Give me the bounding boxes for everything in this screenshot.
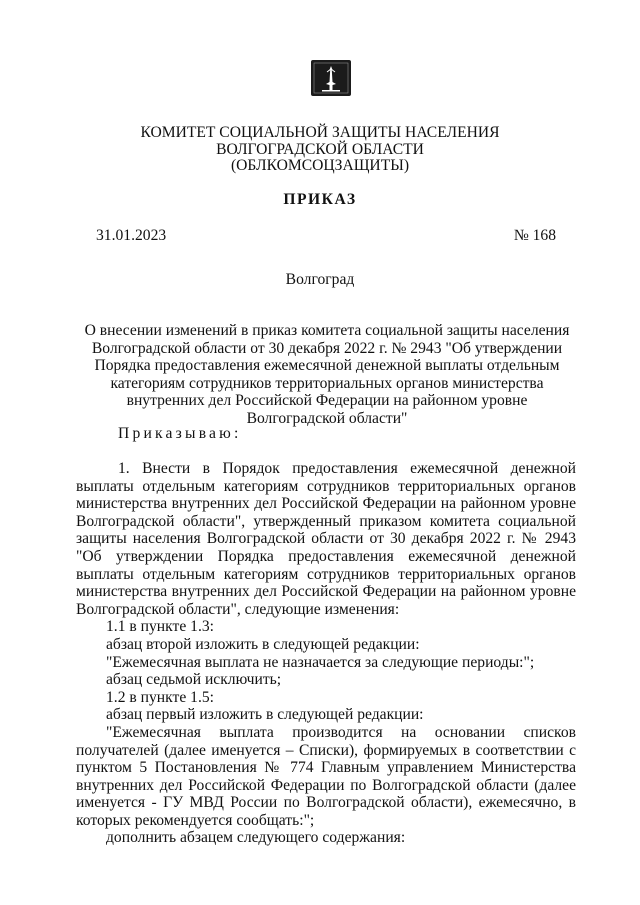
document-body [76, 460, 576, 847]
org-line: ВОЛГОГРАДСКОЙ ОБЛАСТИ [216, 140, 424, 158]
body-paragraph: "Ежемесячная выплата производится на основании списков получателей (далее именуется – Списки), формируемых в соответствии с пунктом 5 Постановления № 774 Главным управлением Министерства внутренних дел Российской Федерации по Волгоградской области (далее именуется - ГУ МВД России по Волгоградской области), ежемесячно, в которых рекомендуется сообщать:"; [76, 723, 576, 829]
body-line: 1.2 в пункте 1.5: [106, 688, 214, 706]
org-line: КОМИТЕТ СОЦИАЛЬНОЙ ЗАЩИТЫ НАСЕЛЕНИЯ [140, 124, 500, 141]
prikaz-word: Приказываю: [118, 425, 242, 442]
organization-name [0, 125, 640, 175]
body-paragraph: 1. Внести в Порядок предоставления ежемесячной денежной выплаты отдельным категориям сотрудников территориальных органов министерства внутренних дел Российской Федерации на районном уровне Волгоградской области", утвержденный приказом комитета социальной защиты населения Волгоградской области от 30 декабря 2022 г. № 2943 "Об утверждении Порядка предоставления ежемесячной денежной выплаты отдельным категориям сотрудников территориальных органов министерства внутренних дел Российской Федерации на районном уровне Волгоградской области", следующие изменения: [76, 460, 576, 618]
document-date: 31.01.2023 [96, 227, 167, 244]
body-line: абзац второй изложить в следующей редакции: [106, 635, 420, 653]
coat-of-arms-icon [311, 60, 351, 96]
body-line: абзац седьмой исключить; [106, 671, 282, 689]
body-line: "Ежемесячная выплата не назначается за следующие периоды:"; [106, 653, 535, 671]
document-city: Волгоград [285, 271, 355, 288]
body-line: 1.1 в пункте 1.3: [106, 618, 214, 636]
body-line: абзац первый изложить в следующей редакции: [106, 706, 424, 724]
org-line: (ОБЛКОМСОЦЗАЩИТЫ) [230, 157, 410, 174]
document-subject: О внесении изменений в приказ комитета социальной защиты населения Волгоградской области от 30 декабря 2022 г. № 2943 "Об утверждении Порядка предоставления ежемесячной денежной выплаты отдельным категориям сотрудников территориальных органов министерства внутренних дел Российской Федерации на районном уровне Волгоградской области" [84, 322, 570, 427]
document-number: № 168 [513, 227, 556, 244]
document-type: ПРИКАЗ [283, 191, 357, 208]
body-line: дополнить абзацем следующего содержания: [106, 829, 406, 847]
